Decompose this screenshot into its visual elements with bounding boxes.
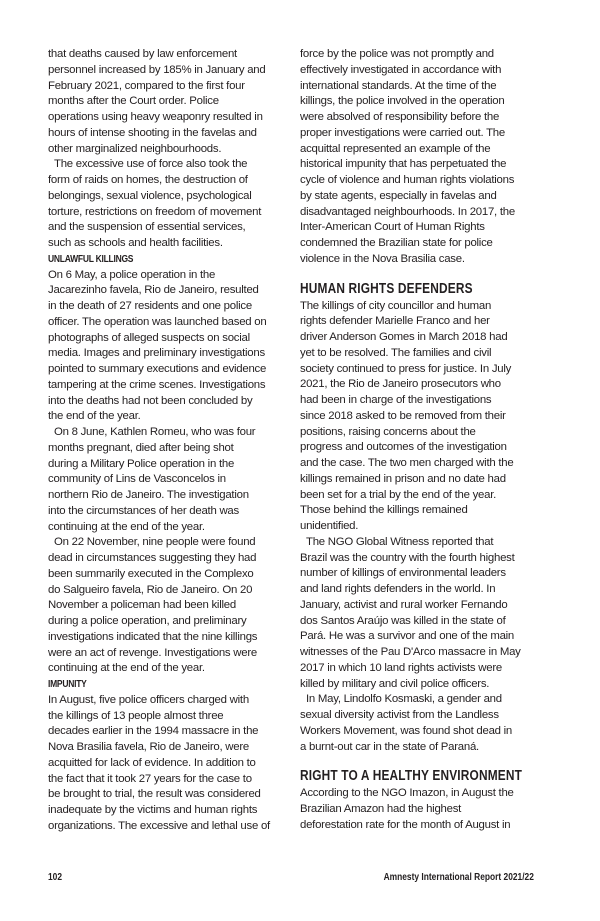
text-line: The NGO Global Witness reported that: [306, 535, 494, 548]
text-line: officer. The operation was launched based on: [48, 315, 267, 328]
paragraph: [300, 692, 545, 755]
paragraph: [48, 693, 288, 835]
subsection-heading: IMPUNITY: [48, 679, 87, 690]
running-title: Amnesty International Report 2021/22: [383, 871, 534, 883]
right-column: [300, 47, 545, 834]
paragraph: [300, 47, 545, 268]
text-line: Those behind the killings remained: [300, 504, 468, 517]
text-line: disadvantaged neighbourhoods. In 2017, the: [300, 205, 515, 218]
text-line: Brazil was the country with the fourth highest: [300, 551, 515, 564]
text-line: organizations. The excessive and lethal use of: [48, 819, 270, 832]
text-line: On 6 May, a police operation in the: [48, 268, 216, 281]
text-line: sexual diversity activist from the Landless: [300, 709, 499, 721]
text-line: form of raids on homes, the destruction of: [48, 174, 248, 186]
text-line: On 8 June, Kathlen Romeu, who was four: [54, 426, 256, 438]
text-line: positions, raising concerns about the: [300, 425, 476, 438]
text-line: dos Santos Araújo was killed in the state of: [300, 614, 506, 627]
paragraph: [48, 47, 288, 157]
text-line: since 2018 asked to be removed from their: [300, 409, 506, 422]
text-line: were absolved of responsibility before the: [300, 111, 500, 123]
text-line: northern Rio de Janeiro. The investigation: [48, 489, 249, 501]
paragraph: [48, 157, 288, 252]
page-number: 102: [48, 871, 63, 883]
text-line: violence in the Nova Brasilia case.: [300, 252, 465, 265]
text-line: killed by military and civil police officers.: [300, 677, 490, 690]
paragraph: [48, 425, 288, 535]
text-line: be brought to trial, the result was considered: [48, 788, 261, 801]
text-line: historical impunity that has perpetuated the: [300, 158, 507, 171]
text-line: operations using heavy weaponry resulted in: [48, 111, 263, 123]
text-line: into the deaths had not been concluded by: [48, 394, 253, 407]
text-line: yet to be resolved. The families and civil: [300, 346, 492, 359]
text-line: January, activist and rural worker Fernando: [300, 598, 508, 611]
text-line: do Salgueiro favela, Rio de Janeiro. On 20: [48, 583, 253, 596]
text-line: were an act of revenge. Investigations were: [48, 646, 257, 659]
text-line: by state agents, especially in favelas and: [300, 189, 497, 202]
section-heading: RIGHT TO A HEALTHY ENVIRONMENT: [300, 768, 523, 785]
paragraph: [300, 535, 545, 693]
text-line: society continued to press for justice. In July: [300, 362, 512, 375]
text-line: Pará. He was a survivor and one of the main: [300, 630, 515, 643]
text-line: Brazilian Amazon had the highest: [300, 803, 462, 815]
text-line: tampering at the crime scenes. Investigations: [48, 378, 266, 391]
text-line: during a police operation, and preliminary: [48, 615, 247, 627]
section-heading: HUMAN RIGHTS DEFENDERS: [300, 280, 473, 297]
text-line: into the circumstances of her death was: [48, 504, 239, 517]
text-line: and the suspension of essential services,: [48, 221, 246, 234]
text-line: acquittal represented an example of the: [300, 142, 491, 155]
paragraph: [300, 299, 545, 535]
text-line: condemned the Brazilian state for police: [300, 237, 493, 249]
text-line: community of Lins de Vasconcelos in: [48, 473, 226, 486]
text-line: driver Anderson Gomes in March 2018 had: [300, 331, 508, 343]
paragraph: [48, 535, 288, 677]
text-line: The excessive use of force also took the: [54, 158, 248, 171]
text-line: been summarily executed in the Complexo: [48, 567, 254, 580]
text-line: photographs of alleged suspects on social: [48, 331, 250, 344]
paragraph: [300, 786, 545, 833]
text-line: decades earlier in the 1994 massacre in the: [48, 725, 259, 738]
text-line: inadequate by the victims and human rights: [48, 804, 258, 816]
text-line: belongings, sexual violence, psychological: [48, 189, 252, 202]
text-line: personnel increased by 185% in January and: [48, 63, 266, 76]
text-line: February 2021, compared to the first four: [48, 79, 245, 92]
text-line: In May, Lindolfo Kosmaski, a gender and: [306, 693, 502, 706]
text-line: such as schools and health facilities.: [48, 237, 223, 249]
text-line: months after the Court order. Police: [48, 95, 219, 108]
paragraph: [48, 268, 288, 426]
text-line: Inter-American Court of Human Rights: [300, 221, 485, 234]
text-line: media. Images and preliminary investigations: [48, 347, 265, 360]
text-line: acquitted for lack of evidence. In addition to: [48, 756, 256, 769]
text-line: deforestation rate for the month of August in: [300, 818, 511, 831]
text-line: international standards. At the time of the: [300, 79, 497, 92]
text-line: during a Military Police operation in the: [48, 457, 235, 470]
text-line: unidentified.: [300, 520, 359, 532]
text-line: pointed to summary executions and evidence: [48, 363, 267, 375]
text-line: the end of the year.: [48, 410, 141, 423]
text-line: The killings of city councillor and human: [300, 299, 492, 312]
text-line: witnesses of the Pau D'Arco massacre in May: [300, 646, 521, 658]
text-line: the killings of 13 people almost three: [48, 709, 224, 722]
text-line: November a policeman had been killed: [48, 599, 236, 612]
text-line: investigations indicated that the nine killings: [48, 630, 258, 643]
text-line: 2017 in which 10 land rights activists were: [300, 661, 502, 674]
text-line: According to the NGO Imazon, in August the: [300, 787, 514, 800]
text-line: Workers Movement, was found shot dead in: [300, 724, 513, 737]
text-line: effectively investigated in accordance with: [300, 63, 502, 76]
text-line: proper investigations were carried out. The: [300, 126, 505, 139]
text-line: and the case. The two men charged with the: [300, 457, 514, 469]
text-line: dead in circumstances suggesting they had: [48, 552, 257, 564]
text-line: continuing at the end of the year.: [48, 520, 205, 533]
text-line: hours of intense shooting in the favelas and: [48, 126, 257, 139]
text-line: killings, the police involved in the operation: [300, 95, 505, 108]
text-line: been set for a trial by the end of the year.: [300, 488, 497, 501]
left-column: [48, 47, 288, 835]
text-line: force by the police was not promptly and: [300, 48, 494, 60]
text-line: and land rights defenders in the world. In: [300, 583, 496, 595]
text-line: that deaths caused by law enforcement: [48, 48, 237, 60]
text-line: other marginalized neighbourhoods.: [48, 142, 222, 155]
text-line: the fact that it took 27 years for the case to: [48, 772, 252, 785]
text-line: Jacarezinho favela, Rio de Janeiro, resulted: [48, 284, 259, 297]
text-line: In August, five police officers charged with: [48, 693, 249, 706]
text-line: in the death of 27 residents and one police: [48, 300, 252, 312]
subsection-heading: UNLAWFUL KILLINGS: [48, 253, 134, 265]
text-line: Nova Brasilia favela, Rio de Janeiro, were: [48, 741, 249, 753]
text-line: continuing at the end of the year.: [48, 662, 205, 675]
text-line: cycle of violence and human rights violations: [300, 174, 515, 186]
text-line: 2021, the Rio de Janeiro prosecutors who: [300, 378, 501, 391]
text-line: torture, restrictions on freedom of movement: [48, 205, 262, 218]
text-line: number of killings of environmental leaders: [300, 567, 506, 580]
text-line: months pregnant, died after being shot: [48, 441, 234, 454]
text-line: On 22 November, nine people were found: [54, 536, 256, 549]
text-line: killings remained in prison and no date had: [300, 472, 506, 485]
text-line: had been in charge of the investigations: [300, 394, 492, 406]
text-line: a burnt-out car in the state of Paraná.: [300, 740, 479, 753]
text-line: progress and outcomes of the investigation: [300, 441, 507, 454]
text-line: rights defender Marielle Franco and her: [300, 315, 490, 328]
